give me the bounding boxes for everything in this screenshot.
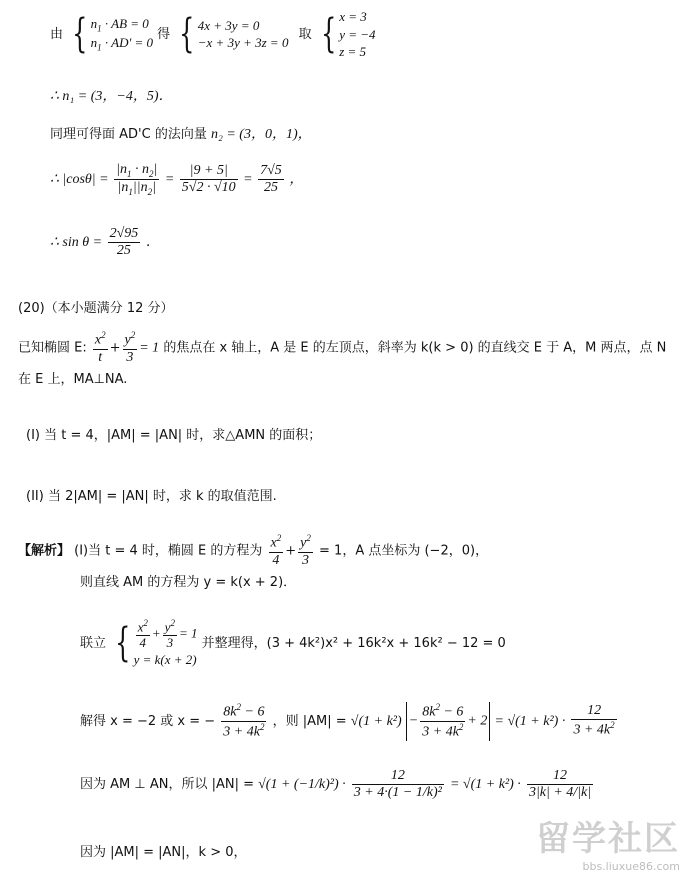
- part-1: (I) 当 t = 4，|AM| = |AN| 时，求△AMN 的面积；: [26, 428, 322, 443]
- line-3-text: 同理可得面 AD'C 的法向量: [50, 127, 207, 142]
- linear-system: 4x + 3y = 0 −x + 3y + 3z = 0: [197, 17, 289, 51]
- normal-vector-1: ∴ n₁ = (3，−4，5)．: [50, 89, 173, 104]
- solution-line-4: 解得 x = −2 或 x = − $\frac{8k^2 - 6}{3 + 4k^2}$ ，则 |AM| = √(1 + k²) − $\frac{8k^2 - 6}{3 + 4k^2}$ + 2 = √(1 + k²) · $\frac{12}{3 + 4k^2}$: [80, 702, 615, 740]
- line-1-suffix: 取: [298, 26, 312, 42]
- solution-tag: 【解析】: [18, 543, 71, 559]
- solution-line-5: 因为 AM ⊥ AN，所以 |AN| = √(1 + (−1/k)²) · $\frac{12}{\text{3 + 4·(1 − 1/k)²}}$ = √(1 + k²) · $\frac{12}{3|k| + 4/|k|}$: [80, 768, 592, 801]
- line-1-mid: 得: [157, 26, 171, 42]
- cos-line: ∴ |cosθ| = $\frac{|n_1 \cdot n_2|}{|n_1||n_2|}$ = $\frac{|9 + 5|}{5√2 \cdot √10}$ = $\frac{7√5}{25}$ ，: [50, 162, 304, 197]
- solution-system: x = 3 y = −4 z = 5: [339, 9, 376, 60]
- solution-line-3: 联立 { $\frac{x^2}{4}$ + $\frac{y^2}{3}$ = 1 y = k(x + 2) 并整理得，(3 + 4k²)x² + 16k²x + 16k² − 12 = 0: [80, 618, 506, 668]
- cos-theta: |cosθ|: [62, 171, 96, 187]
- watermark-logo: 留学社区: [536, 819, 680, 859]
- problem-header: (20)（本小题满分 12 分）: [18, 301, 174, 316]
- line-3: [50, 128, 312, 142]
- line-1: 由 { $n_1$ · AB = 0 $n_1 \cdot AD' = 0$ 得 { 4x + 3y = 0 −x + 3y + 3z = 0 取 { x = 3 y = −4 z = 5: [50, 9, 376, 60]
- line-1-prefix: 由: [50, 26, 64, 42]
- site-watermark: [536, 811, 680, 873]
- dot-system: $n_1$ · AB = 0 $n_1 \cdot AD' = 0$: [90, 15, 154, 53]
- part-2: (II) 当 2|AM| = |AN| 时，求 k 的取值范围.: [26, 489, 277, 504]
- problem-line-2: 在 E 上，MA⊥NA.: [18, 372, 128, 387]
- solution-line-2: 则直线 AM 的方程为 y = k(x + 2)．: [80, 575, 297, 590]
- sin-line: ∴ sin θ = $\frac{2√95}{25}$ ．: [50, 226, 160, 259]
- solution-line-1: 【解析】 (I)当 t = 4 时，椭圆 E 的方程为 $\frac{x^2}{4}$ + $\frac{y^2}{3}$ = 1，A 点坐标为 (−2，0)，: [18, 533, 489, 568]
- normal-vector-2: n₂ = (3，0，1)，: [210, 127, 312, 142]
- problem-line-1: 已知椭圆 E: $\frac{x^2}{t}$ + $\frac{y^2}{3}$ = 1 的焦点在 x 轴上，A 是 E 的左顶点，斜率为 k(k > 0) 的直线交 E 于 A，M 两点，点 N: [18, 330, 667, 365]
- solution-line-6: 因为 |AM| = |AN|，k > 0，: [80, 845, 247, 860]
- watermark-url: bbs.liuxue86.com: [582, 860, 680, 873]
